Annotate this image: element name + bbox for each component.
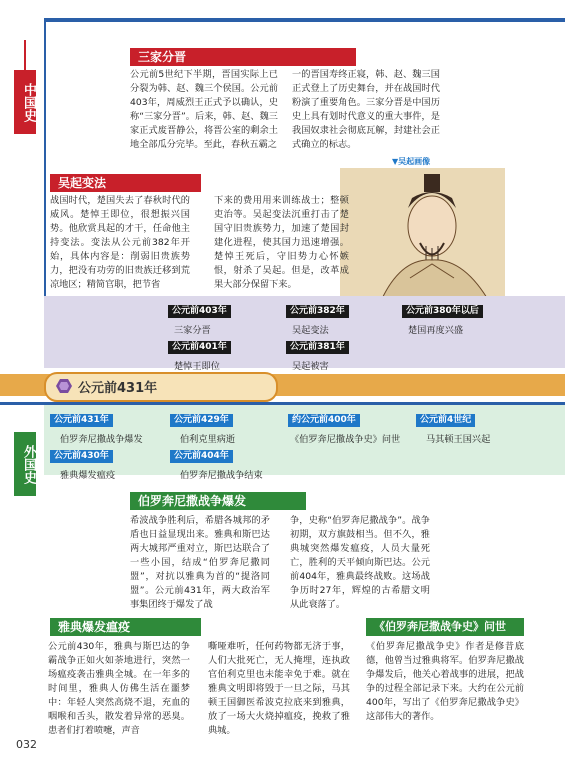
foreign-tl-event: 雅典爆发瘟疫 — [60, 470, 116, 481]
china-tl-event: 楚国再度兴盛 — [408, 325, 464, 336]
foreign-tl-date: 公元前404年 — [170, 450, 233, 463]
foreign-tl-item — [50, 407, 143, 447]
side-tab-foreign: 外国史 — [14, 432, 36, 496]
pelo-text-col1: 希波战争胜利后，希腊各城邦的矛盾也日益显现出来。雅典和斯巴达两大城邦严重对立，斯巴达联合了一些小国，结成“伯罗奔尼撒同盟”，对抗以雅典为首的“提洛同盟”。公元前431年，两大政治军事集团终于爆发了战 — [130, 515, 270, 610]
foreign-tl-date: 约公元前400年 — [288, 414, 360, 427]
china-tl-item — [402, 298, 483, 338]
foreign-tl-date: 公元前4世纪 — [416, 414, 475, 427]
china-tl-event: 楚悼王即位 — [174, 361, 220, 372]
foreign-tl-date: 公元前431年 — [50, 414, 113, 427]
plague-heading: 雅典爆发瘟疫 — [50, 618, 201, 636]
sanjia-section — [120, 44, 445, 162]
china-tl-item — [168, 334, 231, 374]
china-tl-event: 吴起变法 — [292, 325, 329, 336]
plague-section — [44, 616, 354, 746]
year-banner — [44, 372, 278, 402]
china-tl-item — [286, 298, 349, 338]
pelo-section — [126, 490, 436, 608]
side-tab-china: 中国史 — [14, 70, 36, 134]
book-text: 《伯罗奔尼撒战争史》作者是修昔底德，他曾当过雅典将军。伯罗奔尼撒战争爆发后，他关心着战事的进展，把战争的过程全部记录下来。大约在公元前400年，写出了《伯罗奔尼撒战争史》这部伟大的著作。 — [366, 641, 524, 722]
china-tl-date: 公元前401年 — [168, 341, 231, 354]
red-tab-line — [24, 40, 26, 70]
china-tl-date: 公元前382年 — [286, 305, 349, 318]
foreign-tl-date: 公元前430年 — [50, 450, 113, 463]
book-section — [366, 616, 526, 746]
pelo-text-col2: 争，史称“伯罗奔尼撒战争”。战争初期，双方旗鼓相当。但不久，雅典城突然爆发瘟疫，人员大量死亡，胜利的天平倾向斯巴达。公元前404年，雅典最终战败。这场战争历时27年，辉煌的古希腊文明从此衰落了。 — [290, 515, 430, 610]
foreign-tl-item — [416, 407, 490, 447]
top-rule — [44, 18, 565, 22]
sanjia-text-col2: 一的晋国寿终正寝，韩、赵、魏三国正式登上了历史舞台，并在战国时代粉演了重要角色。三家分晋是中国历史上具有划时代意义的重大事件，是我国奴隶社会彻底瓦解，封建社会正式确立的标志。 — [292, 69, 440, 150]
plague-text-col2: 嘶哑难听，任何药物都无济于事，人们大批死亡，无人掩埋，连执政官伯利克里也未能幸免于难。就在雅典文明即将毁于一旦之际，马其顿王国御医希波克拉底来到雅典，放了一场大火烧掉瘟疫，挽救了雅典城。 — [208, 641, 350, 736]
page-number: 032 — [16, 738, 37, 751]
wuqi-text-col2: 下来的费用用来训练战士；整顿吏治等。吴起变法沉重打击了楚国守旧贵族势力，加速了楚国封建化进程，使其国力迅速增强。楚悼王死后，守旧势力心怀嫉恨，射杀了吴起。但是，改革成果大部分保留下来。 — [214, 195, 349, 290]
foreign-tl-item — [170, 407, 235, 447]
foreign-tl-item — [170, 443, 263, 483]
plague-text-col1: 公元前430年，雅典与斯巴达的争霸战争正如火如荼地进行，突然一场瘟疫袭击雅典全城。在一年多的时间里，雅典人仿佛生活在噩梦中：年轻人突然高烧不退，充血的咽喉和舌头，散发着异常的恶臭。患者们打着喷嚏，声音 — [48, 641, 190, 736]
china-tl-date: 公元前403年 — [168, 305, 231, 318]
hexagon-icon — [56, 378, 72, 394]
foreign-timeline — [44, 405, 565, 481]
china-timeline — [44, 296, 565, 372]
foreign-tl-event: 伯罗奔尼撒战争爆发 — [60, 434, 143, 445]
wuqi-portrait — [340, 168, 505, 303]
wuqi-heading: 吴起变法 — [50, 174, 201, 192]
wuqi-section — [44, 172, 349, 294]
sanjia-text-col1: 公元前5世纪下半期，晋国实际上已分裂为韩、赵、魏三个侯国。公元前403年，周威烈王正式予以确认，史称“三家分晋”。后来，韩、赵、魏三家正式废晋静公，将晋公室的剩余土地全部瓜分完毕。至此，春秋五霸之 — [130, 69, 278, 150]
foreign-tl-event: 马其顿王国兴起 — [426, 434, 491, 445]
foreign-tl-event: 伯利克里病逝 — [180, 434, 236, 445]
book-heading: 《伯罗奔尼撒战争史》问世 — [366, 618, 524, 636]
foreign-tl-event: 《伯罗奔尼撒战争史》问世 — [290, 434, 401, 445]
foreign-tl-item — [288, 407, 400, 447]
foreign-tl-date: 公元前429年 — [170, 414, 233, 427]
portrait-caption: ▼吴起画像 — [392, 157, 431, 166]
china-tl-event: 吴起被害 — [292, 361, 329, 372]
china-tl-event: 三家分晋 — [174, 325, 211, 336]
year-banner-text: 公元前431年 — [78, 381, 158, 396]
pelo-heading: 伯罗奔尼撒战争爆发 — [130, 492, 306, 510]
china-tl-date: 公元前380年以后 — [402, 305, 483, 318]
sanjia-heading: 三家分晋 — [130, 48, 356, 66]
china-tl-item — [286, 334, 349, 374]
foreign-tl-event: 伯罗奔尼撒战争结束 — [180, 470, 263, 481]
china-tl-item — [168, 298, 231, 338]
china-tl-date: 公元前381年 — [286, 341, 349, 354]
foreign-tl-item — [50, 443, 115, 483]
wuqi-text-col1: 战国时代，楚国失去了春秋时代的威风。楚悼王即位，很想振兴国势。他欣赏具起的才干，任命他主持变法。变法从公元前382年开始，具体内容是：削弱旧贵族势力，把没有功劳的旧贵族迁移到荒凉地区；精简官职，把节省 — [50, 195, 190, 290]
